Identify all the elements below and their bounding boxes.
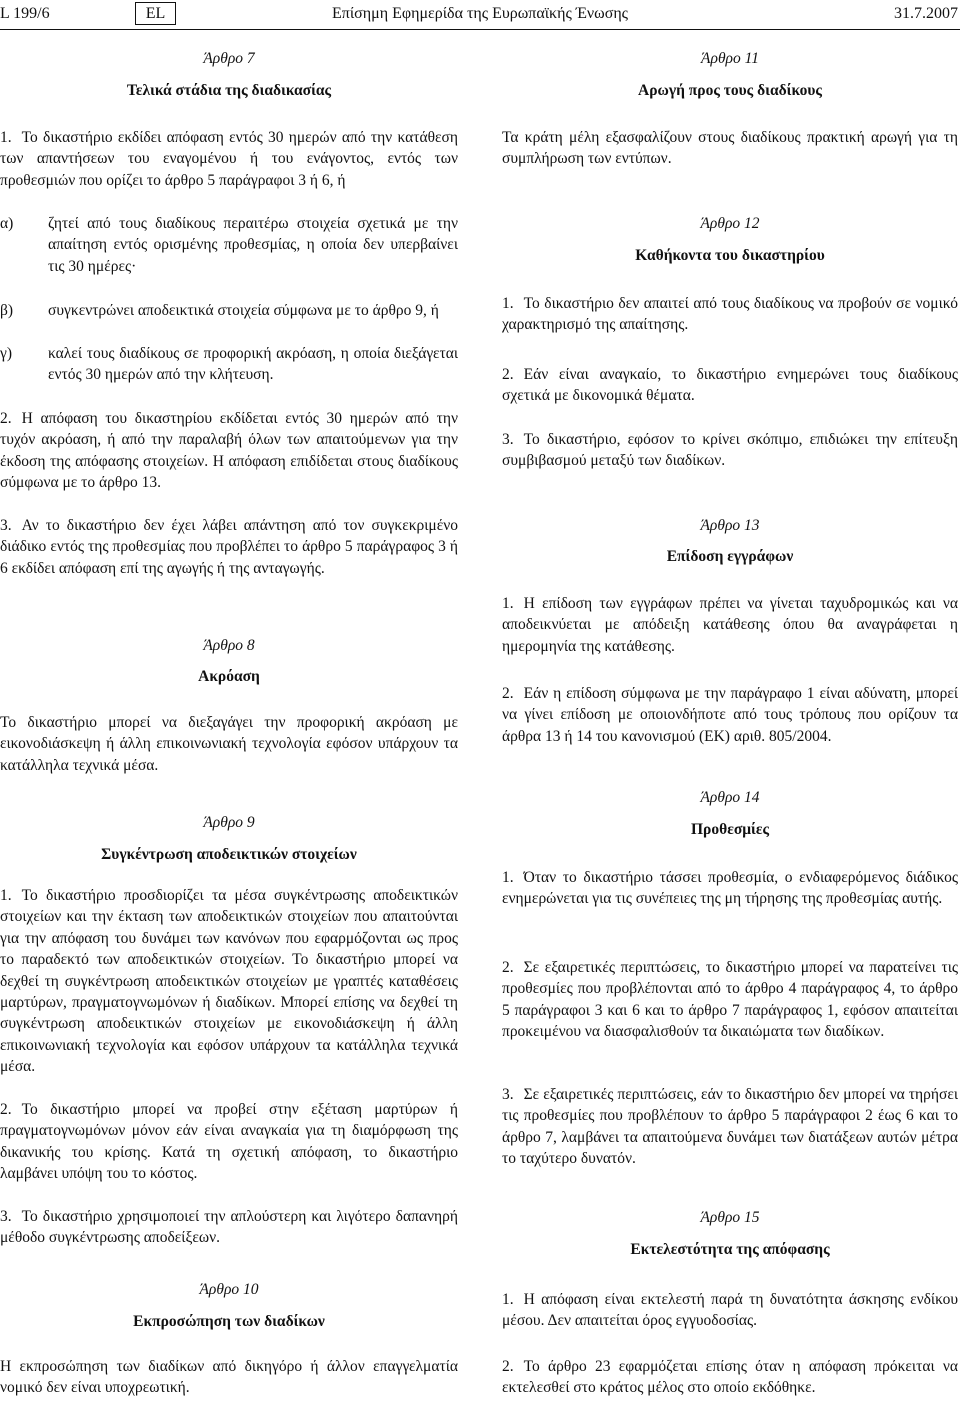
item-label: α) [0, 215, 14, 232]
article-11-paragraph: Τα κράτη μέλη εξασφαλίζουν στους διαδίκους πρακτική αρωγή για τη συμπλήρωση των εντύπων. [502, 129, 958, 168]
article-7-item-b [0, 300, 458, 321]
paragraph-text: Η επίδοση των εγγράφων πρέπει να γίνεται ταχυδρομικώς και να αποδεικνύεται με απόδειξη κατάθεσης όπου θα αναγράφεται η ημερομηνία της κατάθεσης. [502, 595, 958, 655]
paragraph-text: Εάν η επίδοση σύμφωνα με την παράγραφο 1 είναι αδύνατη, μπορεί να γίνει επίδοση με οποιονδήποτε από τους τρόπους που ορίζουν τα άρθρα 13 ή 14 του κανονισμού (ΕΚ) αριθ. 805/2004. [502, 685, 958, 745]
page-reference: L 199/6 [0, 5, 50, 22]
article-14-paragraph-1 [502, 867, 958, 910]
journal-title: Επίσημη Εφημερίδα της Ευρωπαϊκής Ένωσης [331, 5, 629, 22]
paragraph-number: 3. [502, 1086, 514, 1103]
paragraph-number: 3. [502, 431, 514, 448]
article-15-label: Άρθρο 15 [700, 1209, 760, 1226]
article-14-paragraph-2 [502, 957, 958, 1043]
paragraph-number: 2. [0, 410, 12, 427]
article-12-label: Άρθρο 12 [700, 215, 760, 232]
paragraph-text: Το άρθρο 23 εφαρμόζεται επίσης όταν η απόφαση πρόκειται να εκτελεσθεί στο κράτος μέλος στο οποίο εκδόθηκε. [502, 1358, 958, 1397]
article-7-paragraph-3 [0, 515, 458, 579]
paragraph-number: 1. [0, 887, 12, 904]
article-15-title: Εκτελεστότητα της απόφασης [630, 1241, 830, 1258]
article-9-title: Συγκέντρωση αποδεικτικών στοιχείων [101, 846, 357, 863]
article-11-label: Άρθρο 11 [701, 50, 759, 67]
paragraph-number: 1. [502, 1291, 514, 1308]
article-8-title: Ακρόαση [198, 668, 260, 685]
article-7-item-c [0, 343, 458, 386]
paragraph-number: 3. [0, 517, 12, 534]
article-8-paragraph: Το δικαστήριο μπορεί να διεξαγάγει την προφορική ακρόαση με εικονοδιάσκεψη ή άλλη επικοινωνιακή τεχνολογία εφόσον υπάρχουν τα κατάλληλα τεχνικά μέσα. [0, 714, 458, 774]
item-text: ζητεί από τους διαδίκους περαιτέρω στοιχεία σχετικά με την απαίτηση εντός ορισμένης προθεσμίας, η οποία δεν υπερβαίνει τις 30 ημέρες· [48, 215, 458, 275]
paragraph-number: 2. [502, 959, 514, 976]
publication-date: 31.7.2007 [894, 5, 958, 22]
article-10-label: Άρθρο 10 [199, 1281, 259, 1298]
item-label: γ) [0, 345, 13, 362]
article-13-title: Επίδοση εγγράφων [666, 548, 794, 565]
article-10-paragraph: Η εκπροσώπηση των διαδίκων από δικηγόρο ή άλλον επαγγελματία νομικό δεν είναι υποχρεωτική. [0, 1358, 458, 1397]
paragraph-text: Σε εξαιρετικές περιπτώσεις, εάν το δικαστήριο δεν μπορεί να τηρήσει τις προθεσμίες που προβλέπουν το άρθρο 5 παράγραφοι 2 έως 6 και το άρθρο 7, λαμβάνει τα απαιτούμενα δυνάμει των διατάξεων αυτών μέτρα το ταχύτερο δυνατόν. [502, 1086, 958, 1168]
article-7-item-a [0, 213, 458, 277]
paragraph-number: 1. [502, 869, 514, 886]
paragraph-number: 1. [502, 595, 514, 612]
article-11-title: Αρωγή προς τους διαδίκους [638, 82, 822, 99]
article-15-paragraph-1 [502, 1289, 958, 1332]
article-14-title: Προθεσμίες [691, 821, 769, 838]
article-9-paragraph-2 [0, 1099, 458, 1185]
paragraph-number: 1. [502, 295, 514, 312]
article-12-paragraph-3 [502, 429, 958, 472]
paragraph-number: 2. [502, 1358, 514, 1375]
article-13-label: Άρθρο 13 [700, 517, 760, 534]
paragraph-text: Όταν το δικαστήριο τάσσει προθεσμία, ο ενδιαφερόμενος διάδικος ενημερώνεται για τις συνέπειες της μη τήρησης της προθεσμίας αυτής. [502, 869, 958, 908]
article-9-paragraph-1 [0, 885, 458, 1078]
item-text: καλεί τους διαδίκους σε προφορική ακρόαση, η οποία διεξάγεται εντός 30 ημερών από την κλήτευση. [48, 345, 458, 384]
paragraph-text: Η απόφαση του δικαστηρίου εκδίδεται εντός 30 ημερών από την τυχόν ακρόαση, ή από την παραλαβή όλων των απαιτούμενων για την έκδοση της απόφασης στοιχείων. Η απόφαση επιδίδεται στους διαδίκους σύμφωνα με το άρθρο 13. [0, 410, 458, 492]
article-14-paragraph-3 [502, 1084, 958, 1170]
paragraph-text: Σε εξαιρετικές περιπτώσεις, το δικαστήριο μπορεί να παρατείνει τις προθεσμίες που προβλέπονται από το άρθρο 4 παράγραφος 4, το άρθρο 5 παράγραφοι 3 και 6 και το άρθρο 7 παράγραφος 1, εφόσον απαιτείται προκειμένου να διασφαλισθούν τα δικαιώματα των διαδίκων. [502, 959, 958, 1041]
article-14-label: Άρθρο 14 [700, 789, 760, 806]
article-10-title: Εκπροσώπηση των διαδίκων [133, 1313, 325, 1330]
paragraph-number: 2. [0, 1101, 12, 1118]
article-8-label: Άρθρο 8 [203, 637, 255, 654]
paragraph-number: 1. [0, 129, 12, 146]
article-7-paragraph-1 [0, 127, 458, 191]
paragraph-text: Η απόφαση είναι εκτελεστή παρά τη δυνατότητα άσκησης ενδίκου μέσου. Δεν απαιτείται όρος εγγυοδοσίας. [502, 1291, 958, 1330]
paragraph-text: Το δικαστήριο χρησιμοποιεί την απλούστερη και λιγότερο δαπανηρή μέθοδο συγκέντρωσης αποδείξεων. [0, 1208, 458, 1247]
running-header [0, 0, 960, 28]
item-text: συγκεντρώνει αποδεικτικά στοιχεία σύμφωνα με το άρθρο 9, ή [48, 302, 439, 319]
paragraph-number: 2. [502, 685, 514, 702]
article-7-label: Άρθρο 7 [203, 50, 255, 67]
article-13-paragraph-2 [502, 683, 958, 747]
article-12-title: Καθήκοντα του δικαστηρίου [635, 247, 825, 264]
article-15-paragraph-2 [502, 1356, 958, 1399]
paragraph-number: 3. [0, 1208, 12, 1225]
language-code-box: EL [135, 2, 176, 25]
paragraph-text: Αν το δικαστήριο δεν έχει λάβει απάντηση από τον συγκεκριμένο διάδικο εντός της προθεσμίας που προβλέπει το άρθρο 5 παράγραφος 3 ή 6 εκδίδει απόφαση επί της αγωγής ή της ανταγωγής. [0, 517, 458, 577]
article-13-paragraph-1 [502, 593, 958, 657]
header-rule [0, 29, 960, 30]
article-12-paragraph-1 [502, 293, 958, 336]
item-label: β) [0, 302, 14, 319]
paragraph-text: Εάν είναι αναγκαίο, το δικαστήριο ενημερώνει τους διαδίκους σχετικά με δικονομικά θέματα. [502, 366, 958, 405]
article-12-paragraph-2 [502, 364, 958, 407]
paragraph-text: Το δικαστήριο εκδίδει απόφαση εντός 30 ημερών από την κατάθεση των απαντήσεων του εναγομένου ή του ενάγοντος, εντός των προθεσμιών που ορίζει το άρθρο 5 παράγραφοι 3 ή 6, ή [0, 129, 458, 189]
article-9-paragraph-3 [0, 1206, 458, 1249]
paragraph-text: Το δικαστήριο, εφόσον το κρίνει σκόπιμο, επιδιώκει την επίτευξη συμβιβασμού μεταξύ των διαδίκων. [502, 431, 958, 470]
article-9-label: Άρθρο 9 [203, 814, 255, 831]
paragraph-number: 2. [502, 366, 514, 383]
paragraph-text: Το δικαστήριο προσδιορίζει τα μέσα συγκέντρωσης αποδεικτικών στοιχείων και την έκταση των αποδεικτικών στοιχείων που απαιτούνται για την απόφαση του δυνάμει των κανόνων που εφαρμόζονται ως προς το παραδεκτό των αποδεικτικών στοιχείων. Το δικαστήριο μπορεί να δεχθεί τη συγκέντρωση αποδεικτικών στοιχείων με γραπτές καταθέσεις μαρτύρων, πραγματογνωμόνων ή διαδίκων. Μπορεί επίσης να δεχθεί τη συγκέντρωση αποδεικτικών στοιχείων με εικονοδιάσκεψη ή άλλη επικοινωνιακή τεχνολογία και εφόσον υπάρχουν τα κατάλληλα τεχνικά μέσα. [0, 887, 458, 1076]
article-7-paragraph-2 [0, 408, 458, 494]
article-7-title: Τελικά στάδια της διαδικασίας [126, 82, 332, 99]
paragraph-text: Το δικαστήριο μπορεί να προβεί στην εξέταση μαρτύρων ή πραγματογνωμόνων μόνον εάν είναι αναγκαία για τη διαμόρφωση της δικανικής του κρίσης. Κατά τη σχετική απόφαση, το δικαστήριο λαμβάνει υπόψη του το κόστος. [0, 1101, 458, 1183]
paragraph-text: Το δικαστήριο δεν απαιτεί από τους διαδίκους να προβούν σε νομικό χαρακτηρισμό της απαίτησης. [502, 295, 958, 334]
